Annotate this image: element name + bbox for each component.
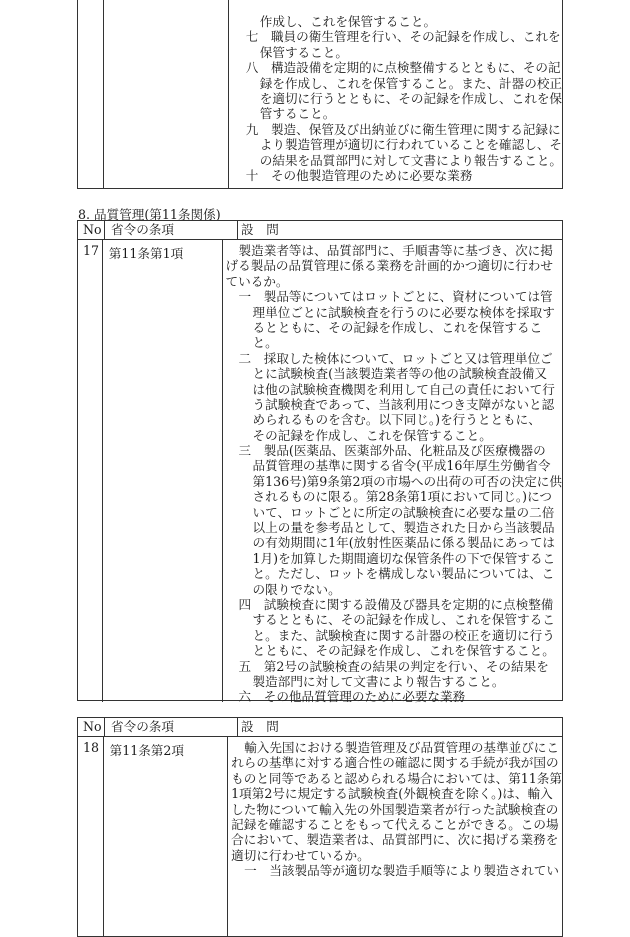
header-no: No (78, 718, 105, 736)
text-line: 記録を確認することをもって代えることができる。この場 (231, 816, 559, 832)
text-line: と。 (252, 335, 278, 351)
text-line: ものと同等であると認められる場合においては、第11条第 (231, 770, 562, 786)
text-line: の限りでない。 (252, 581, 341, 597)
row-question (228, 737, 562, 937)
text-line: 十 その他製造管理のために必要な業務 (245, 167, 473, 183)
text-line: 製造業者等は、品質部門に、手順書等に基づき、次に掲 (238, 243, 553, 258)
text-line: と。また、試験検査に関する計器の校正を適切に行う (252, 627, 555, 643)
question-cell (229, 0, 562, 188)
text-line: 管すること。 (259, 106, 336, 122)
text-line: 七 職員の衛生管理を行い、その記録を作成し、これを (245, 29, 561, 45)
row-clause: 第11条第2項 (104, 737, 229, 937)
text-line: ているか。 (225, 273, 289, 289)
text-line: 五 第2号の試験検査の結果の判定を行い、その結果を (238, 658, 549, 674)
text-line: 適切に行わせているか。 (231, 847, 370, 863)
row-no: 17 (78, 240, 103, 702)
table-header-row (78, 221, 562, 239)
text-line: を適切に行うとともに、その記録を作成し、これを保 (259, 90, 562, 106)
quality-control-table-18 (77, 717, 563, 937)
text-line: 理単位ごとに試験検査を行うのに必要な検体を採取す (252, 304, 555, 320)
text-line: 一 製品等についてはロットごとに、資材については管 (238, 289, 553, 305)
clause-cell (104, 0, 229, 188)
header-clause: 省令の条項 (105, 221, 238, 239)
text-line: 一 当該製品等が適切な製造手順等により製造されてい (244, 863, 559, 879)
row-no: 18 (78, 737, 104, 937)
text-line: いて、ロットごとに所定の試験検査に必要な量の二倍 (252, 504, 555, 520)
text-line: れらの基準に対する適合性の確認に関する手続が我が国の (231, 755, 559, 771)
text-line: 三 製品(医薬品、医薬部外品、化粧品及び医療機器の (238, 443, 546, 459)
row-clause: 第11条第1項 (103, 240, 223, 702)
quality-control-table-17 (77, 220, 563, 705)
text-line: るとともに、その記録を作成し、これを保管するこ (252, 319, 543, 335)
text-line: 以上の量を参考品として、製造された日から当該製品 (252, 520, 555, 536)
section-title: 8. 品質管理(第11条関係) (78, 207, 221, 222)
text-line: 八 構造設備を定期的に点検整備するとともに、その記 (245, 60, 561, 76)
text-line: められるものを含む。以下同じ。)を行うとともに、 (252, 412, 541, 428)
table-row (78, 239, 562, 705)
text-line: その記録を作成し、これを保管すること。 (252, 427, 492, 443)
text-line: 1項第2号に規定する試験検査(外観検査を除く。)は、輸入 (231, 786, 553, 802)
text-line: げる製品の品質管理に係る業務を計画的かつ適切に行わせ (225, 258, 553, 274)
text-line: 第136号)第9条第2項の市場への出荷の可否の決定に供 (252, 473, 562, 489)
text-line: 製造部門に対して文書により報告すること。 (252, 673, 505, 689)
table-row (78, 736, 562, 937)
text-line: 二 採取した検体について、ロットごと又は管理単位ご (238, 350, 553, 366)
text-line: 作成し、これを保管すること。 (259, 14, 437, 29)
text-line: の結果を品質部門に対して文書により報告すること。 (259, 152, 562, 168)
text-line: 品質管理の基準に関する省令(平成16年厚生労働省令 (252, 458, 551, 474)
text-line: 合において、製造業者は、品質部門に、次に掲げる業務を (231, 832, 559, 848)
text-line: されるものに限る。第28条第1項において同じ。)につ (252, 489, 553, 505)
text-line: するとともに、その記録を作成し、これを保管するこ (252, 612, 555, 628)
text-line: と。ただし、ロットを構成しない製品については、こ (252, 566, 555, 582)
text-line: は他の試験検査機関を利用して自己の責任において行 (252, 381, 555, 397)
text-line: 四 試験検査に関する設備及び器具を定期的に点検整備 (238, 596, 554, 612)
text-line: う試験検査であって、当該利用につき支障がないと認 (252, 396, 555, 412)
text-line: 九 製造、保管及び出納並びに衛生管理に関する記録に (245, 121, 561, 137)
text-line: 保管すること。 (259, 44, 348, 60)
text-line: より製造管理が適切に行われていることを確認し、そ (259, 137, 562, 153)
row-question (223, 240, 562, 705)
header-clause: 省令の条項 (105, 718, 238, 736)
text-line: 録を作成し、これを保管すること。また、計器の校正 (259, 75, 562, 91)
header-no: No (78, 221, 105, 239)
text-line: した物について輸入先の外国製造業者が行った試験検査の (231, 801, 559, 817)
text-line: 輸入先国における製造管理及び品質管理の基準並びにこ (244, 740, 559, 755)
text-line: 1月)を加算した期間適切な保管条件の下で保管するこ (252, 550, 556, 566)
no-cell (78, 0, 104, 188)
manufacturing-control-table-continued (77, 0, 563, 189)
text-line: 六 その他品質管理のために必要な業務 (238, 689, 466, 705)
header-question: 設 問 (241, 222, 279, 237)
text-line: の有効期間に1年(放射性医薬品に係る製品にあっては (252, 535, 556, 551)
text-line: とに試験検査(当該製造業者等の他の試験検査設備又 (252, 366, 548, 382)
table-header-row (78, 718, 562, 736)
text-line: とともに、その記録を作成し、これを保管すること。 (252, 643, 555, 659)
header-question: 設 問 (241, 719, 279, 734)
